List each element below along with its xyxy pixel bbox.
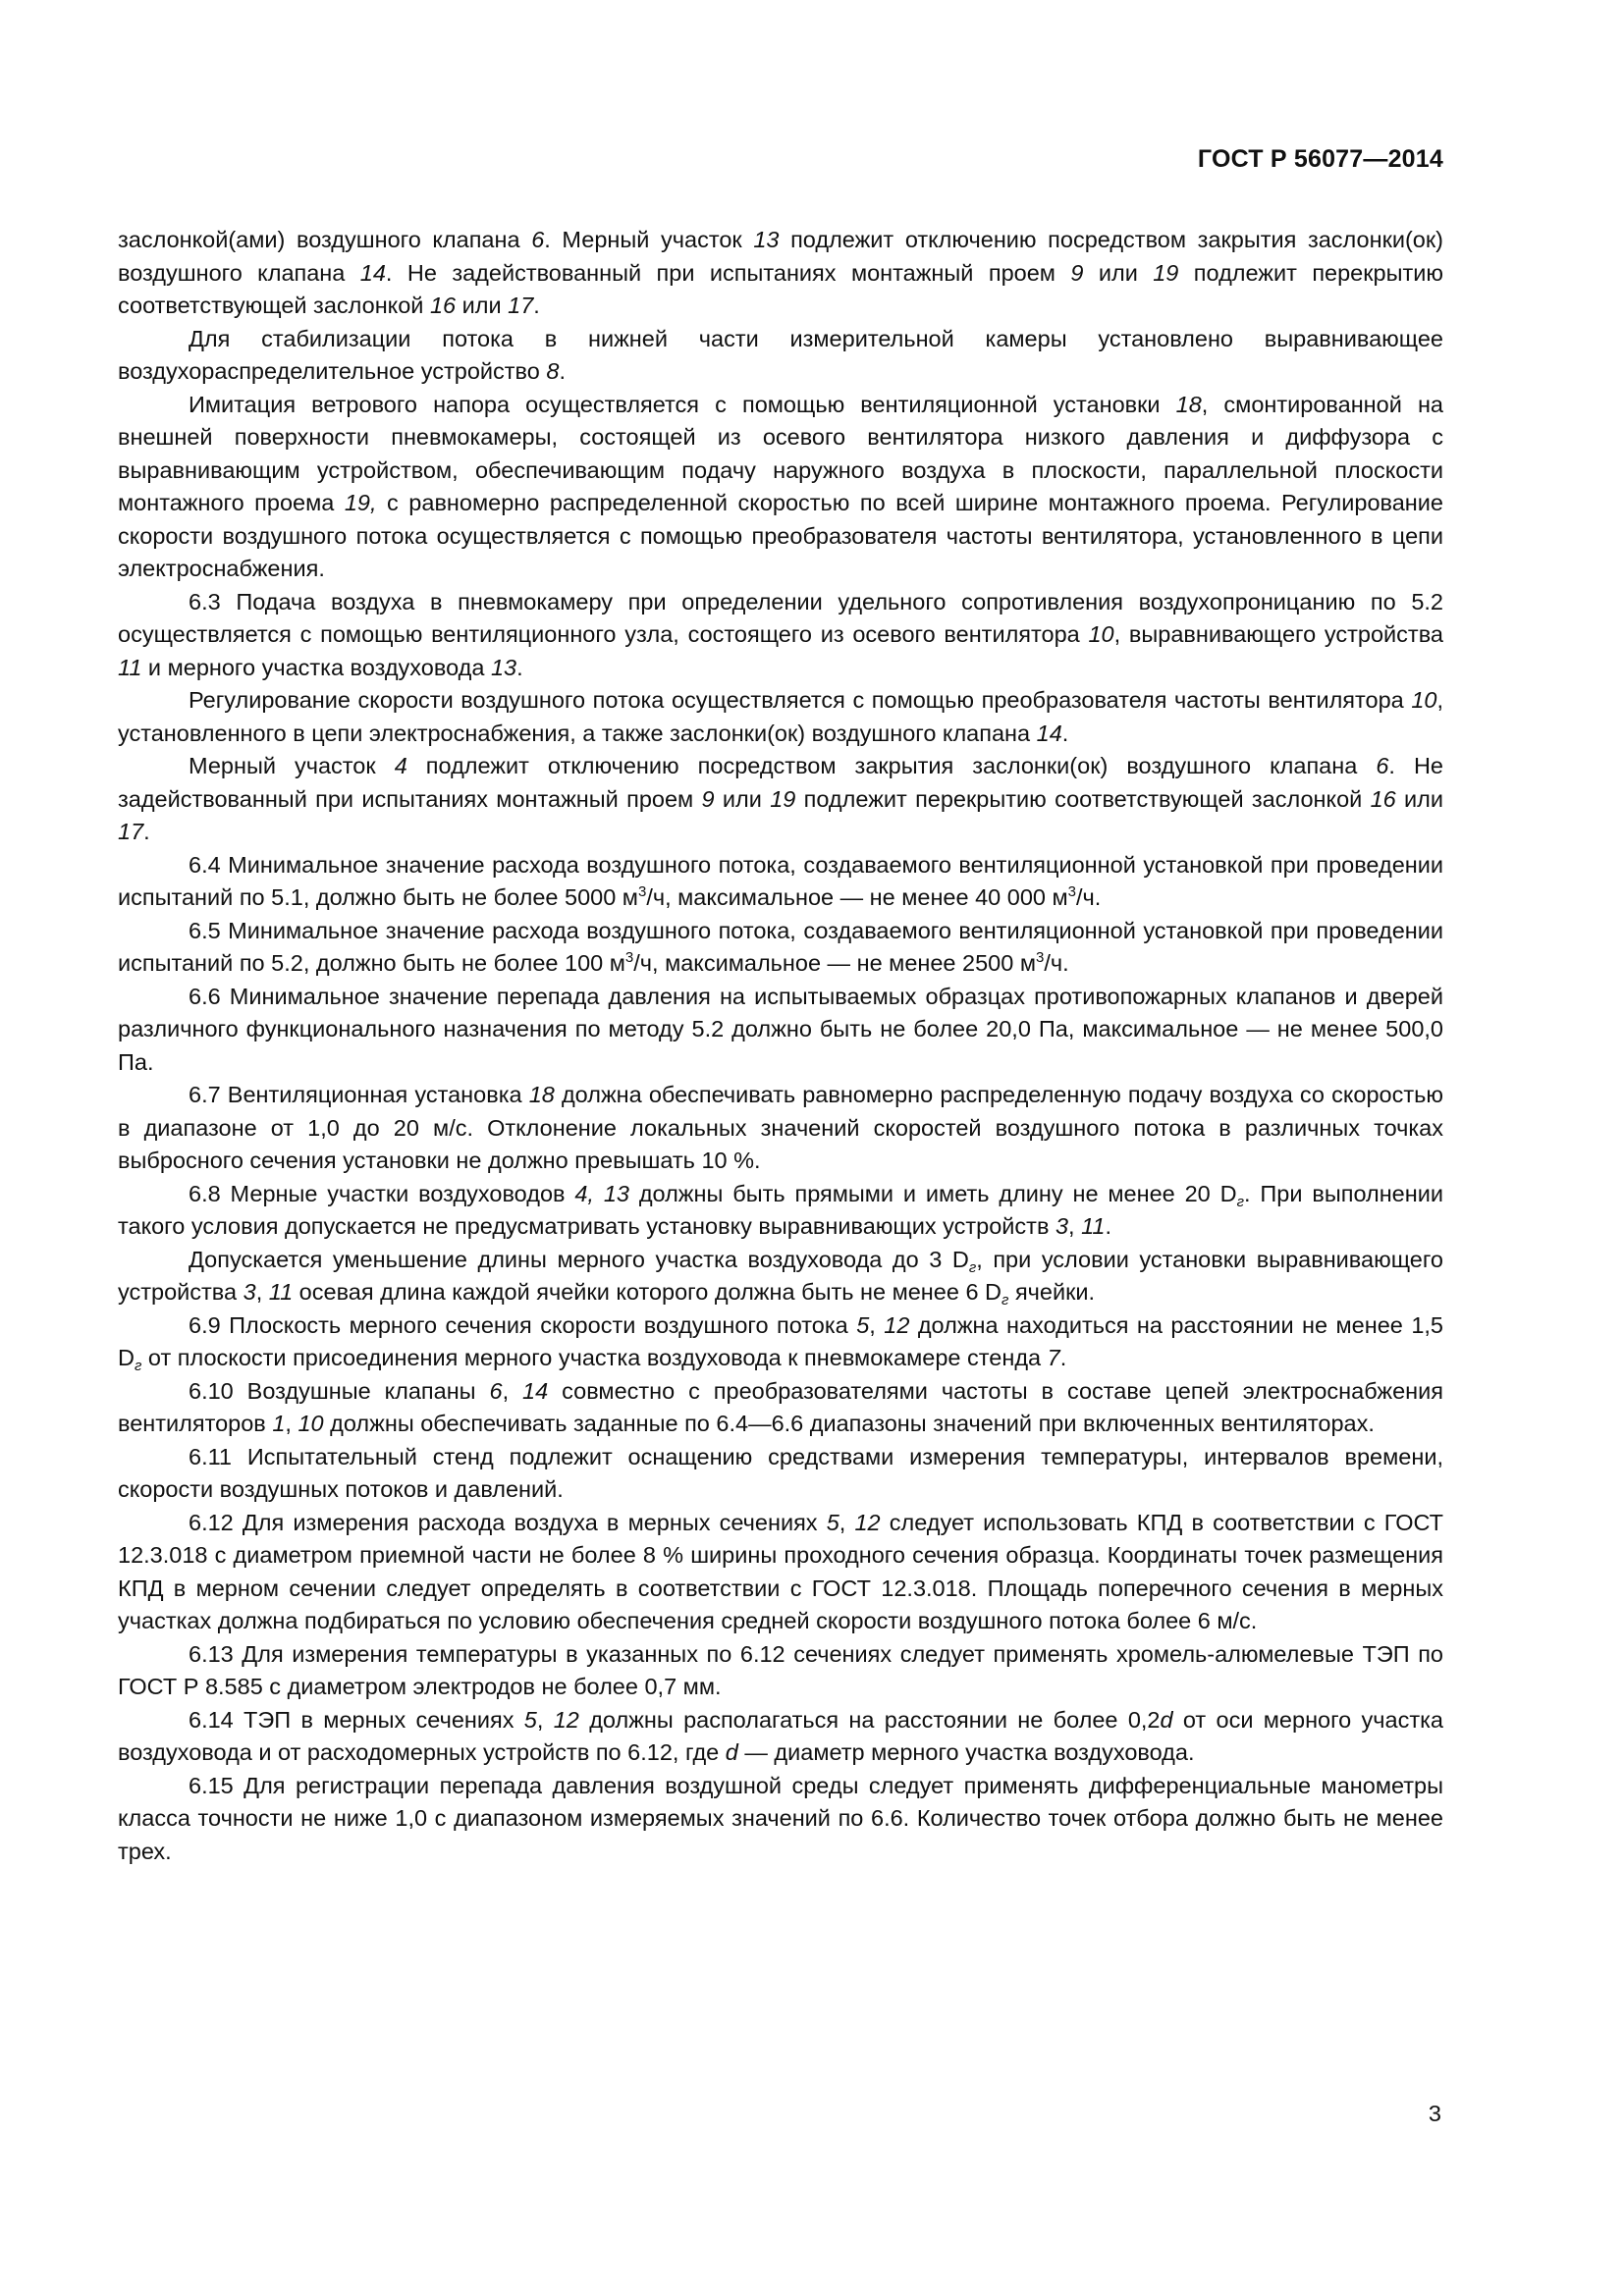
italic-reference: 8 bbox=[546, 358, 560, 384]
italic-reference: 4, 13 bbox=[574, 1180, 629, 1206]
text-run: 6.11 Испытательный стенд подлежит оснащению средствами измерения температуры, интервалов времени, скорости воздушных потоков и давлений. bbox=[118, 1443, 1443, 1502]
text-run: или bbox=[456, 293, 509, 318]
text-run: Регулирование скорости воздушного потока осуществляется с помощью преобразователя частоты вентилятора bbox=[189, 687, 1412, 713]
text-run: 6.8 Мерные участки воздуховодов bbox=[189, 1180, 575, 1206]
italic-reference: 12 bbox=[884, 1311, 910, 1338]
italic-reference: 14 bbox=[359, 259, 386, 286]
italic-reference: 4 bbox=[394, 753, 407, 778]
italic-reference: 16 bbox=[1370, 785, 1396, 812]
italic-reference: d bbox=[725, 1739, 738, 1765]
italic-reference: 13 bbox=[490, 654, 517, 680]
text-run: , при условии установки выравнивающего устройства bbox=[118, 1246, 1443, 1305]
text-run: подлежит отключению посредством закрытия заслонки(ок) воздушного клапана bbox=[406, 753, 1377, 778]
text-run: /ч, максимальное — не менее 2500 м bbox=[633, 950, 1036, 976]
text-run: 6.3 Подача воздуха в пневмокамеру при определении удельного сопротивления воздухопроницанию по 5.2 осуществляется с помощью вентиляционного узла, состоящего из осевого вентилятора bbox=[118, 588, 1443, 647]
text-run: 6.7 Вентиляционная установка bbox=[189, 1082, 529, 1107]
italic-reference: 6 bbox=[1376, 753, 1389, 778]
italic-reference: 12 bbox=[854, 1509, 881, 1535]
text-run: подлежит перекрытию соответствующей заслонкой bbox=[118, 259, 1444, 318]
text-run: должна находиться на расстоянии не менее 1,5 D bbox=[118, 1311, 1443, 1370]
text-run: — диаметр мерного участка воздуховода. bbox=[737, 1739, 1195, 1765]
text-run: 6.12 Для измерения расхода воздуха в мерных сечениях bbox=[189, 1509, 827, 1535]
italic-reference: 10 bbox=[1411, 687, 1437, 713]
superscript: 3 bbox=[1036, 949, 1045, 966]
text-run: заслонкой(ами) воздушного клапана bbox=[118, 227, 532, 252]
text-run: , bbox=[285, 1411, 298, 1436]
text-run: . bbox=[1105, 1213, 1112, 1239]
text-run: осевая длина каждой ячейки которого должна быть не менее 6 D bbox=[293, 1279, 1002, 1305]
paragraph bbox=[118, 981, 1443, 1080]
text-run: 6.14 ТЭП в мерных сечениях bbox=[189, 1706, 524, 1733]
italic-reference: 10 bbox=[298, 1411, 324, 1436]
paragraph bbox=[118, 389, 1443, 586]
italic-reference: 18 bbox=[1175, 391, 1202, 417]
italic-reference: 16 bbox=[429, 293, 457, 318]
text-run: , установленного в цепи электроснабжения, а также заслонки(ок) воздушного клапана bbox=[118, 687, 1443, 746]
paragraph bbox=[118, 750, 1443, 849]
text-run: . При выполнении такого условия допускается не предусматривать установку выравнивающих устройств bbox=[118, 1180, 1443, 1239]
text-run: подлежит отключению посредством закрытия заслонки(ок) воздушного клапана bbox=[118, 227, 1443, 286]
text-run: . Мерный участок bbox=[544, 227, 754, 252]
paragraph bbox=[118, 1244, 1443, 1309]
text-run: /ч. bbox=[1044, 950, 1069, 976]
paragraph bbox=[118, 224, 1443, 323]
italic-reference: 9 bbox=[1070, 259, 1084, 286]
italic-reference: 14 bbox=[1036, 720, 1062, 746]
superscript: 3 bbox=[624, 949, 634, 966]
text-run: . bbox=[516, 654, 523, 680]
italic-reference: 11 bbox=[268, 1279, 294, 1305]
italic-reference: 5 bbox=[523, 1706, 537, 1733]
paragraph bbox=[118, 1770, 1443, 1869]
italic-reference: 1 bbox=[272, 1411, 286, 1436]
text-run: Мерный участок bbox=[189, 753, 395, 778]
italic-reference: 17 bbox=[508, 293, 534, 318]
text-run: , bbox=[502, 1377, 523, 1404]
italic-reference: 10 bbox=[1088, 621, 1114, 647]
paragraph bbox=[118, 1704, 1443, 1770]
italic-reference: 9 bbox=[701, 785, 715, 812]
text-run: совместно с преобразователями частоты в составе цепей электроснабжения вентиляторов bbox=[118, 1377, 1444, 1436]
subscript: г bbox=[134, 1358, 142, 1374]
text-run: 6.9 Плоскость мерного сечения скорости воздушного потока bbox=[189, 1311, 857, 1338]
text-run: . bbox=[1061, 720, 1069, 746]
text-run: от плоскости присоединения мерного участка воздуховода к пневмокамере стенда bbox=[141, 1345, 1048, 1370]
text-run: должны обеспечивать заданные по 6.4—6.6 диапазоны значений при включенных вентиляторах. bbox=[323, 1411, 1375, 1436]
text-run: . bbox=[533, 293, 540, 318]
italic-reference: 3 bbox=[1055, 1213, 1069, 1239]
text-run: , bbox=[869, 1311, 885, 1338]
text-run: Имитация ветрового напора осуществляется с помощью вентиляционной установки bbox=[189, 391, 1176, 417]
italic-reference: 19 bbox=[1153, 259, 1179, 286]
text-run: следует использовать КПД в соответствии с ГОСТ 12.3.018 с диаметром приемной части не более 8 % ширины проходного сечения образца. Координаты точек размещения КПД в мерном сечении следует определять в соответствии с ГОСТ 12.3.018. Площадь поперечного сечения в мерных участках должна подбираться по условию обеспечения средней скорости воздушного потока более 6 м/с. bbox=[118, 1509, 1444, 1633]
italic-reference: 11 bbox=[1081, 1213, 1106, 1239]
paragraph bbox=[118, 1441, 1443, 1507]
italic-reference: 5 bbox=[826, 1509, 839, 1535]
text-run: , выравнивающего устройства bbox=[1113, 621, 1443, 647]
paragraph bbox=[118, 1638, 1443, 1704]
italic-reference: 11 bbox=[118, 654, 142, 680]
text-run: . bbox=[143, 819, 150, 844]
subscript: г bbox=[968, 1258, 977, 1276]
text-run: , bbox=[536, 1706, 554, 1733]
text-run: Допускается уменьшение длины мерного участка воздуховода до 3 D bbox=[189, 1246, 969, 1272]
italic-reference: 19, bbox=[344, 490, 377, 515]
text-run: должна обеспечивать равномерно распределенную подачу воздуха со скоростью в диапазоне от 1,0 до 20 м/с. Отклонение локальных значений скоростей воздушного потока в различных точках выбросного сечения установки не должно превышать 10 %. bbox=[118, 1082, 1443, 1173]
text-run: или bbox=[1083, 259, 1154, 286]
paragraph bbox=[118, 1178, 1443, 1244]
text-run: . bbox=[559, 358, 566, 384]
text-run: ячейки. bbox=[1008, 1279, 1096, 1305]
italic-reference: d bbox=[1160, 1706, 1173, 1733]
italic-reference: 6 bbox=[531, 227, 545, 252]
paragraph bbox=[118, 1507, 1443, 1638]
paragraph bbox=[118, 323, 1443, 389]
paragraph bbox=[118, 1375, 1443, 1441]
text-run: 6.5 Минимальное значение расхода воздушного потока, создаваемого вентиляционной установкой при проведении испытаний по 5.2, должно быть не более 100 м bbox=[118, 917, 1443, 976]
text-run: или bbox=[714, 785, 771, 812]
page-number: 3 bbox=[1428, 2101, 1441, 2126]
text-run: , bbox=[1068, 1213, 1082, 1239]
paragraph bbox=[118, 1079, 1443, 1178]
text-run: подлежит перекрытию соответствующей заслонкой bbox=[795, 785, 1371, 812]
italic-reference: 17 bbox=[118, 819, 144, 844]
text-run: 6.10 Воздушные клапаны bbox=[189, 1377, 490, 1404]
italic-reference: 6 bbox=[489, 1377, 503, 1404]
paragraph bbox=[118, 849, 1443, 915]
italic-reference: 7 bbox=[1047, 1345, 1060, 1370]
subscript: г bbox=[1001, 1292, 1009, 1308]
text-run: , bbox=[839, 1509, 855, 1535]
text-run: . bbox=[1059, 1345, 1067, 1370]
superscript: 3 bbox=[1067, 883, 1077, 900]
text-run: 6.6 Минимальное значение перепада давления на испытываемых образцах противопожарных клапанов и дверей различного функционального назначения по методу 5.2 должно быть не более 20,0 Па, максимальное — не менее 500,0 Па. bbox=[118, 983, 1443, 1075]
italic-reference: 3 bbox=[243, 1279, 256, 1305]
text-run: и мерного участка воздуховода bbox=[141, 654, 491, 680]
text-run: 6.4 Минимальное значение расхода воздушного потока, создаваемого вентиляционной установкой при проведении испытаний по 5.1, должно быть не более 5000 м bbox=[118, 851, 1443, 910]
paragraph bbox=[118, 684, 1443, 750]
italic-reference: 13 bbox=[753, 227, 780, 252]
text-run: . Не задействованный при испытаниях монтажный проем bbox=[118, 753, 1443, 812]
text-run: /ч, максимальное — не менее 40 000 м bbox=[646, 884, 1068, 910]
text-run: , bbox=[255, 1279, 269, 1305]
text-run: /ч. bbox=[1076, 884, 1102, 910]
text-run: 6.15 Для регистрации перепада давления воздушной среды следует применять дифференциальные манометры класса точности не ниже 1,0 с диапазоном измеряемых значений по 6.6. Количество точек отбора должно быть не менее трех. bbox=[118, 1772, 1443, 1864]
italic-reference: 14 bbox=[522, 1377, 549, 1404]
paragraph bbox=[118, 915, 1443, 981]
paragraph bbox=[118, 586, 1443, 685]
text-run: должны располагаться на расстоянии не более 0,2 bbox=[578, 1706, 1161, 1733]
italic-reference: 18 bbox=[528, 1082, 555, 1107]
superscript: 3 bbox=[637, 883, 647, 900]
document-body bbox=[118, 224, 1443, 1868]
italic-reference: 5 bbox=[856, 1311, 870, 1338]
text-run: должны быть прямыми и иметь длину не менее 20 D bbox=[628, 1180, 1237, 1206]
paragraph bbox=[118, 1309, 1443, 1375]
text-run: 6.13 Для измерения температуры в указанных по 6.12 сечениях следует применять хромель-алюмелевые ТЭП по ГОСТ Р 8.585 с диаметром электродов не более 0,7 мм. bbox=[118, 1640, 1443, 1699]
text-run: с равномерно распределенной скоростью по всей ширине монтажного проема. Регулирование скорости воздушного потока осуществляется с помощью преобразователя частоты вентилятора, установленного в цепи электроснабжения. bbox=[118, 490, 1443, 581]
text-run: . Не задействованный при испытаниях монтажный проем bbox=[385, 259, 1071, 286]
standard-header: ГОСТ Р 56077—2014 bbox=[1197, 145, 1443, 173]
italic-reference: 12 bbox=[553, 1706, 579, 1733]
subscript: г bbox=[1236, 1193, 1244, 1210]
text-run: , смонтированной на внешней поверхности пневмокамеры, состоящей из осевого вентилятора низкого давления и диффузора с выравнивающим устройством, обеспечивающим подачу наружного воздуха в плоскости, параллельной плоскости монтажного проема bbox=[118, 391, 1443, 515]
text-run: Для стабилизации потока в нижней части измерительной камеры установлено выравнивающее воздухораспределительное устройство bbox=[118, 325, 1443, 384]
text-run: или bbox=[1395, 785, 1443, 812]
italic-reference: 19 bbox=[770, 785, 796, 812]
text-run: от оси мерного участка воздуховода и от расходомерных устройств по 6.12, где bbox=[118, 1706, 1443, 1765]
